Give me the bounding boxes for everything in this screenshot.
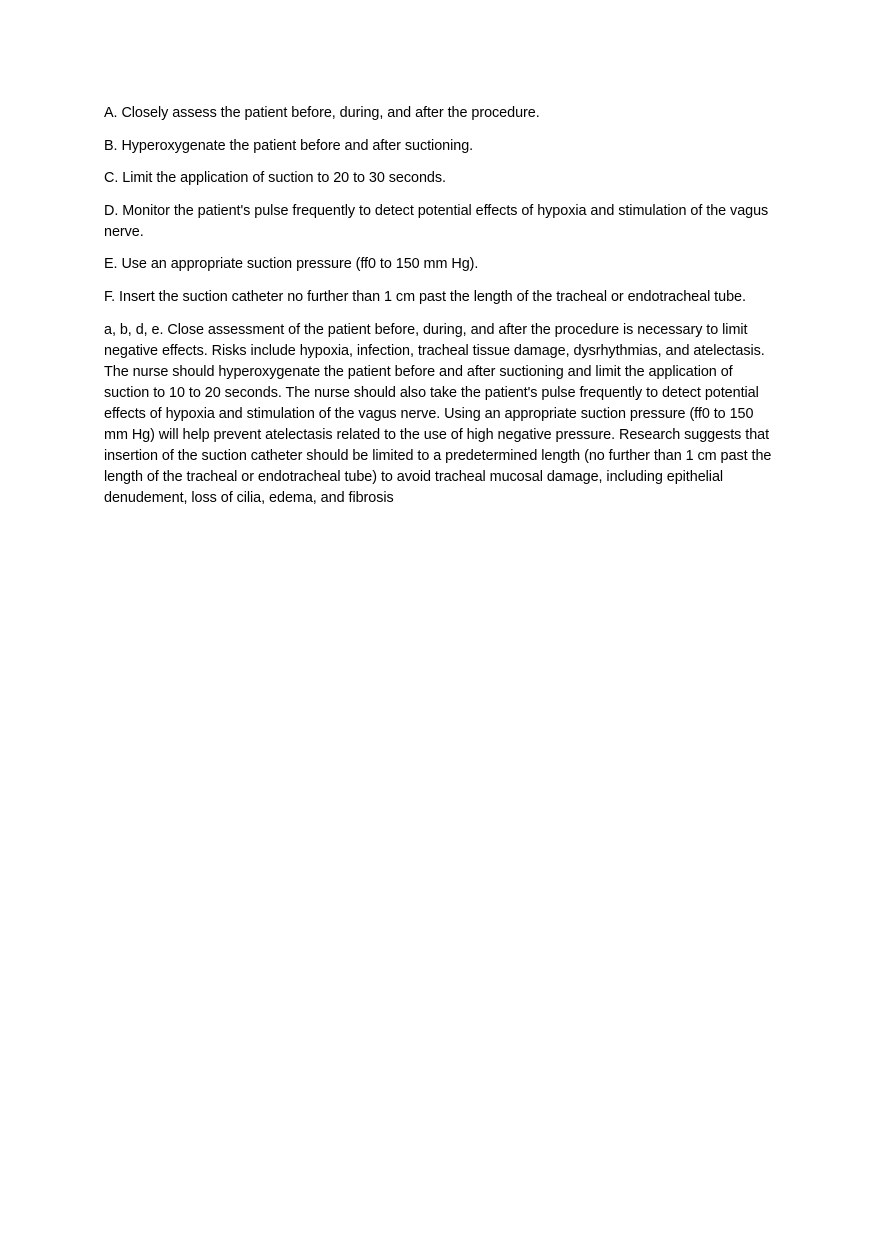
option-b: B. Hyperoxygenate the patient before and after suctioning. — [104, 137, 474, 154]
option-a: A. Closely assess the patient before, during, and after the procedure. — [104, 105, 540, 121]
option-c: C. Limit the application of suction to 20 to 30 seconds. — [104, 170, 446, 187]
option-d: D. Monitor the patient's pulse frequently to detect potential effects of hypoxia and stimulation of the vagus nerve. — [104, 202, 769, 240]
document-content — [104, 103, 780, 520]
option-f: F. Insert the suction catheter no further than 1 cm past the length of the tracheal or endotracheal tube. — [104, 288, 746, 305]
answer-rationale: a, b, d, e. Close assessment of the patient before, during, and after the procedure is necessary to limit negative effects. Risks include hypoxia, infection, tracheal tissue damage, dysrhythmias, and atelectasis. The nurse should hyperoxygenate the patient before and after suctioning and limit the application of suction to 10 to 20 seconds. The nurse should also take the patient's pulse frequently to detect potential effects of hypoxia and stimulation of the vagus nerve. Using an appropriate suction pressure (ff0 to 150 mm Hg) will help prevent atelectasis related to the use of high negative pressure. Research suggests that insertion of the suction catheter should be limited to a predetermined length (no further than 1 cm past the length of the tracheal or endotracheal tube) to avoid tracheal mucosal damage, including epithelial denudement, loss of cilia, edema, and fibrosis — [104, 321, 772, 506]
option-e: E. Use an appropriate suction pressure (ff0 to 150 mm Hg). — [104, 256, 479, 273]
